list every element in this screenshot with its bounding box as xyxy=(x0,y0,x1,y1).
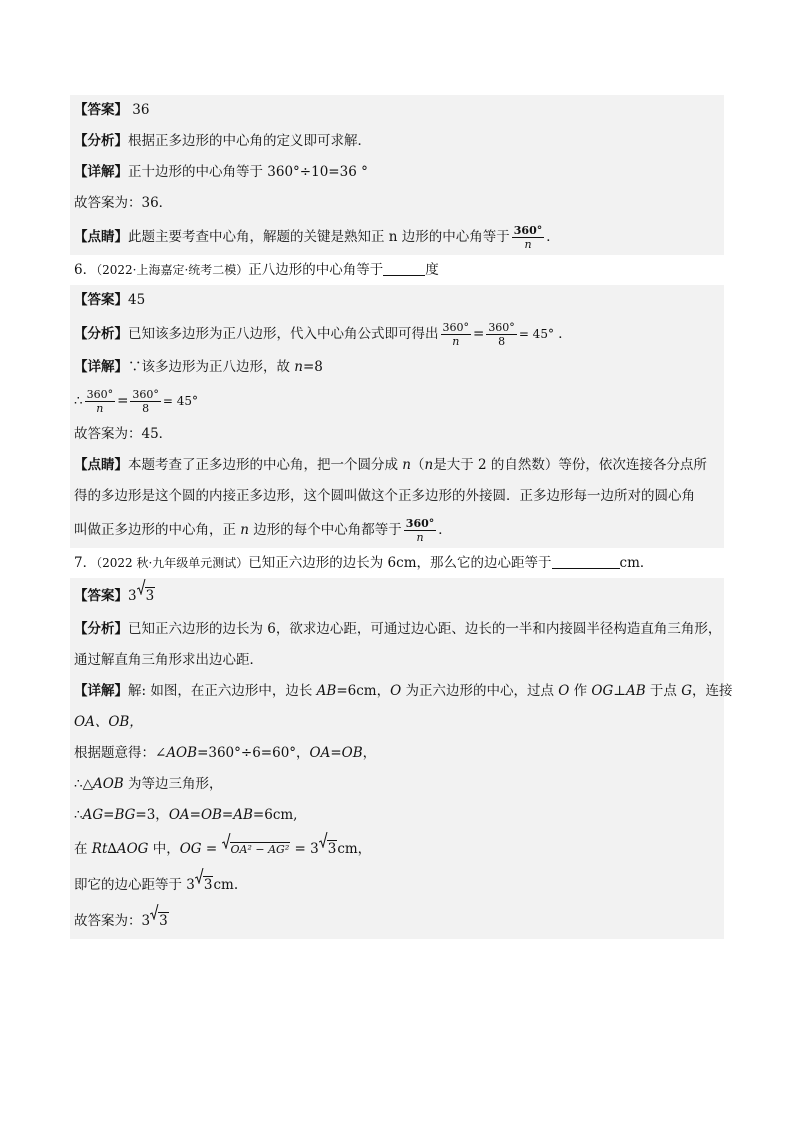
q6-answer xyxy=(70,285,724,316)
variable: n xyxy=(424,457,434,473)
analysis-text: 根据正多边形的中心角的定义即可求解． xyxy=(128,133,371,149)
answer-blank xyxy=(552,554,620,569)
question-text: 正八边形的中心角等于 xyxy=(248,262,384,278)
detail-text: cm. xyxy=(213,877,239,893)
fraction-numerator: 360° xyxy=(442,321,469,334)
detail-text: 解: 如图，在正六边形中，边长 xyxy=(128,683,317,699)
q5-answer xyxy=(70,95,724,126)
fraction xyxy=(130,388,161,415)
radical-expression xyxy=(128,578,155,614)
q7-detail-line6 xyxy=(70,831,724,867)
variable: G xyxy=(681,683,693,699)
q6-comment-line3 xyxy=(70,512,724,548)
q6-comment-line2: 得的多边形是这个圆的内接正多边形，这个圆叫做这个正多边形的外接圆．正多边形每一边所对的圆心角 xyxy=(74,488,695,504)
q7-analysis-line1 xyxy=(70,614,724,645)
q5-comment xyxy=(70,219,724,255)
answer-value: 45 xyxy=(128,292,146,308)
fraction-denominator: 8 xyxy=(498,335,506,348)
variable: AOB xyxy=(166,745,198,761)
radical-sign-icon xyxy=(222,833,231,849)
therefore-sign: ∴ xyxy=(74,393,83,409)
result: = 45° xyxy=(162,394,199,408)
detail-text: =6cm, xyxy=(252,807,298,823)
detail-text: 为正六边形的中心，过点 xyxy=(401,683,559,699)
variable: n xyxy=(240,522,249,538)
question-text-end: 度 xyxy=(425,262,439,278)
radicand: 3 xyxy=(145,588,155,604)
comment-end: ． xyxy=(438,522,452,538)
question-number: 7． xyxy=(74,555,97,571)
variable: AG=BG xyxy=(82,807,136,823)
answer-blank xyxy=(383,261,425,276)
detail-text: =8 xyxy=(303,359,323,375)
detail-tag: 【详解】 xyxy=(74,683,128,699)
q5-analysis xyxy=(70,126,724,157)
fraction-numerator: 360° xyxy=(86,388,114,401)
question-text-end: cm． xyxy=(619,555,654,571)
fraction-numerator: 360° xyxy=(513,224,543,237)
fraction xyxy=(512,224,544,251)
end-mark: ． xyxy=(558,326,572,342)
fraction-numerator: 360° xyxy=(405,517,435,530)
q6-solution xyxy=(70,285,724,548)
detail-tag: 【详解】 xyxy=(74,359,128,375)
q6-equation xyxy=(70,383,724,419)
comment-end: ． xyxy=(546,229,560,245)
variable: OA=OB xyxy=(309,745,363,761)
variable: OG⊥AB xyxy=(591,683,646,699)
q5-solution xyxy=(70,95,724,255)
analysis-text: 已知正六边形的边长为 6，欲求边心距，可通过边心距、边长的一半和内接圆半径构造直角三角形， xyxy=(128,621,722,637)
q7-detail-line2 xyxy=(70,707,724,738)
q6-comment-line1 xyxy=(70,450,724,481)
square-root xyxy=(195,867,214,903)
detail-text: =6cm， xyxy=(336,683,391,699)
comment-text: 叫做正多边形的中心角，正 xyxy=(74,522,241,538)
fraction-numerator: 360° xyxy=(488,321,515,334)
variable: n xyxy=(402,457,411,473)
detail-text: 在 xyxy=(74,841,92,857)
detail-tag: 【详解】 xyxy=(74,164,128,180)
conclusion-text: 故答案为：3 xyxy=(74,913,151,929)
radical-sign-icon xyxy=(137,579,146,595)
analysis-text: 已知该多边形为正八边形，代入中心角公式即可得出 xyxy=(128,326,439,342)
detail-text: ， xyxy=(362,745,377,761)
fraction-denominator: n xyxy=(452,335,460,348)
detail-text: 为等边三角形， xyxy=(123,776,223,792)
question-source: （2022 秋·九年级单元测试） xyxy=(96,556,249,570)
detail-text: =360°÷6=60°， xyxy=(197,745,310,761)
q5-detail xyxy=(70,157,724,188)
detail-text: ∆ xyxy=(107,841,117,857)
variable: AOG xyxy=(116,841,149,857)
variable: OA、OB， xyxy=(74,714,143,730)
answer-tag: 【答案】 xyxy=(74,588,128,604)
detail-text: 即它的边心距等于 3 xyxy=(74,877,195,893)
square-root xyxy=(319,831,338,867)
q7-conclusion xyxy=(70,903,724,939)
fraction xyxy=(441,321,472,348)
comment-text: 本题考查了正多边形的中心角，把一个圆分成 xyxy=(128,457,403,473)
fraction-denominator: 8 xyxy=(142,402,150,415)
radicand: 3 xyxy=(327,841,337,857)
radical-sign-icon xyxy=(319,832,328,848)
detail-text: 根据题意得：∠ xyxy=(74,745,167,761)
coefficient: 3 xyxy=(128,588,137,604)
q6-detail xyxy=(70,352,724,383)
page xyxy=(70,95,733,939)
fraction xyxy=(85,388,116,415)
q5-conclusion: 故答案为：36． xyxy=(74,195,173,211)
comment-text: 边形的每个中心角都等于 xyxy=(249,522,402,538)
q7-answer xyxy=(70,578,724,614)
detail-text: =3， xyxy=(135,807,169,823)
detail-text: ∵该多边形为正八边形，故 xyxy=(128,359,295,375)
square-root xyxy=(150,903,169,939)
detail-text: 作 xyxy=(569,683,592,699)
analysis-tag: 【分析】 xyxy=(74,621,128,637)
variable: O xyxy=(558,683,570,699)
fraction xyxy=(404,517,436,544)
radicand: 3 xyxy=(159,913,168,929)
variable: n xyxy=(294,359,303,375)
radical-sign-icon xyxy=(150,904,159,920)
comment-tag: 【点睛】 xyxy=(74,229,128,245)
comment-text: 是大于 2 的自然数）等份，依次连接各分点所 xyxy=(433,457,707,473)
equals-sign: = xyxy=(117,393,129,409)
fraction-denominator: n xyxy=(416,531,424,544)
analysis-tag: 【分析】 xyxy=(74,326,128,342)
analysis-tag: 【分析】 xyxy=(74,133,128,149)
comment-text: （ xyxy=(411,457,425,473)
variable: OG xyxy=(179,841,202,857)
q6-stem xyxy=(70,255,724,285)
equals-sign: = xyxy=(473,326,485,342)
detail-text: 中， xyxy=(148,841,180,857)
q7-detail-line7 xyxy=(70,867,724,903)
q7-detail-line4 xyxy=(70,769,724,800)
q7-stem xyxy=(70,548,724,578)
answer-tag: 【答案】 xyxy=(74,102,128,118)
fraction-denominator: n xyxy=(524,238,532,251)
detail-text: 于点 xyxy=(645,683,682,699)
radical-sign-icon xyxy=(195,868,204,884)
question-text: 已知正六边形的边长为 6cm，那么它的边心距等于 xyxy=(248,555,552,571)
fraction-denominator: n xyxy=(96,402,104,415)
q7-detail-line1 xyxy=(70,676,733,707)
result: = 45° xyxy=(518,327,554,341)
detail-text: cm， xyxy=(337,841,372,857)
q7-solution xyxy=(70,578,733,939)
comment-text: 此题主要考查中心角，解题的关键是熟知正 n 边形的中心角等于 xyxy=(128,229,510,245)
q6-conclusion: 故答案为：45． xyxy=(74,426,173,442)
radicand: 3 xyxy=(203,877,213,893)
question-number: 6． xyxy=(74,262,97,278)
fraction xyxy=(486,321,517,348)
radicand: OA² − AG² xyxy=(230,843,290,856)
comment-tag: 【点睛】 xyxy=(74,457,128,473)
q7-detail-line3 xyxy=(70,738,724,769)
variable: O xyxy=(390,683,402,699)
variable: Rt xyxy=(91,841,108,857)
variable: OA=OB=AB xyxy=(168,807,253,823)
q6-analysis xyxy=(70,316,724,352)
square-root xyxy=(222,832,291,868)
detail-text: = 3 xyxy=(290,841,319,857)
answer-tag: 【答案】 xyxy=(74,292,128,308)
detail-text: 正十边形的中心角等于 360°÷10=36 ° xyxy=(128,164,368,180)
detail-text: ∴ xyxy=(74,807,83,823)
answer-value: 36 xyxy=(132,102,150,118)
fraction-numerator: 360° xyxy=(132,388,159,401)
detail-text: = xyxy=(201,841,222,857)
q7-analysis-line2: 通过解直角三角形求出边心距． xyxy=(74,652,263,668)
square-root xyxy=(137,578,156,614)
q7-detail-line5 xyxy=(70,800,724,831)
question-source: （2022·上海嘉定·统考二模） xyxy=(96,263,249,277)
variable: AB xyxy=(316,683,337,699)
variable: AOB xyxy=(92,776,124,792)
detail-text: ∴△ xyxy=(74,776,93,792)
detail-text: ，连接 xyxy=(692,683,733,699)
